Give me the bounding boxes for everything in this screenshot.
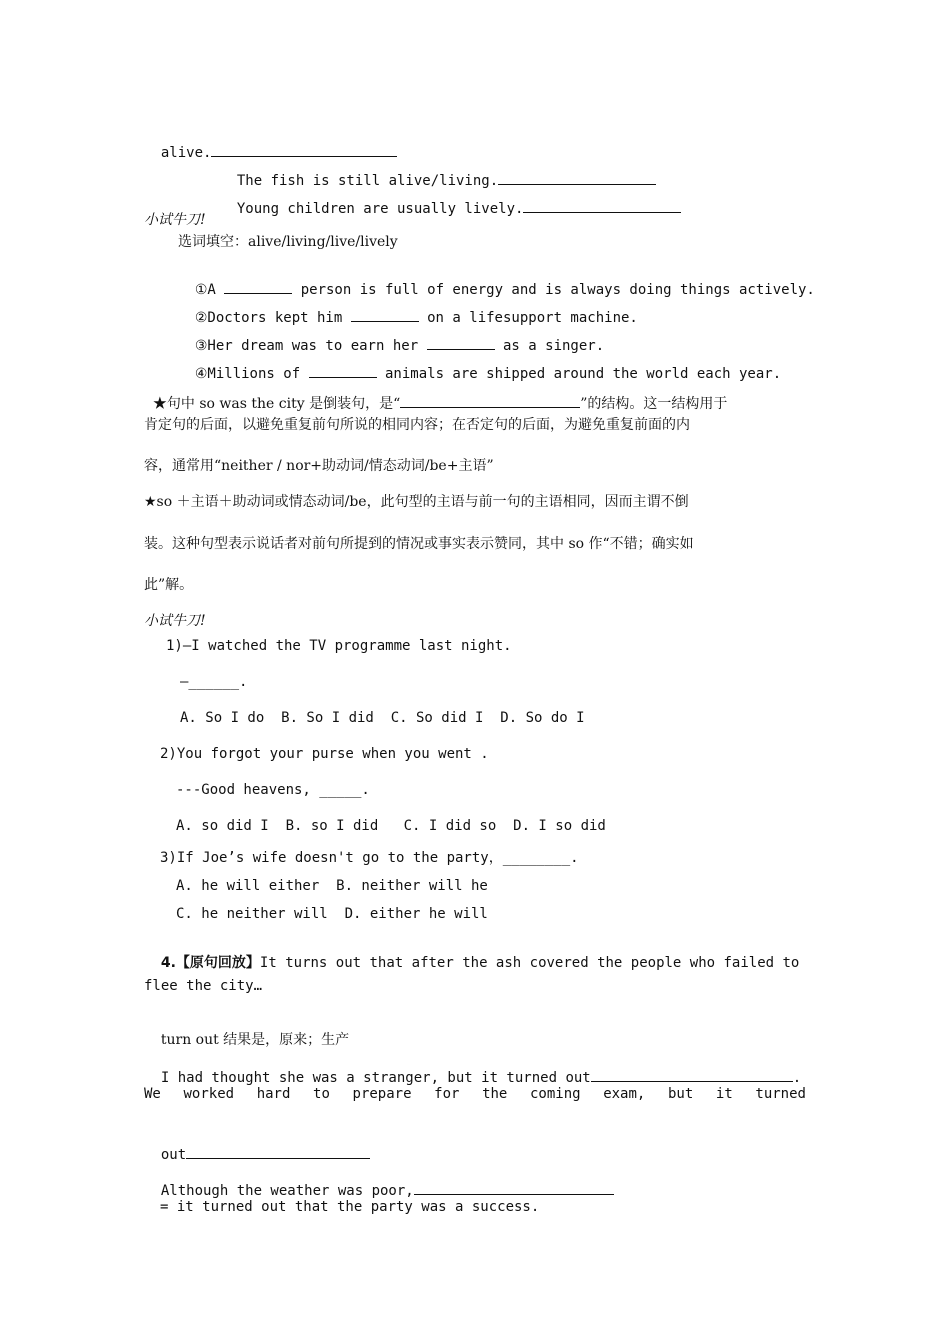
original-sentence-cont: flee the city…: [144, 978, 263, 994]
question-3-options: A. he will either B. neither will he: [176, 878, 488, 894]
item-text: person is full of energy and is always doing things actively.: [292, 282, 815, 298]
answer-blank[interactable]: [414, 1180, 614, 1195]
star-icon: ★: [152, 396, 167, 412]
word: it: [715, 1086, 733, 1102]
word: coming: [530, 1086, 581, 1102]
phrase-meaning: [144, 1013, 349, 1049]
alive-text: alive.: [160, 145, 212, 161]
word: for: [434, 1086, 460, 1102]
sentence-text: It turns out that after the ash covered the people who failed to: [259, 955, 800, 971]
answer-blank[interactable]: [523, 198, 681, 213]
example-4: = it turned out that the party was a success.: [160, 1199, 540, 1215]
item-text: ②Doctors kept him: [194, 310, 351, 326]
question-2: 2)You forgot your purse when you went .: [160, 746, 489, 762]
item-text: as a singer.: [494, 338, 605, 354]
question-2-reply: ---Good heavens, _____.: [176, 782, 370, 798]
item-text: on a lifesupport machine.: [418, 310, 638, 326]
answer-blank[interactable]: [400, 393, 580, 408]
word: but: [667, 1086, 694, 1102]
example-2: [144, 1085, 806, 1103]
note-text: 句中 so was the city 是倒装句，是“: [166, 396, 401, 412]
example-text: out: [160, 1147, 187, 1163]
example-3: [144, 1162, 614, 1200]
word: to: [313, 1086, 330, 1102]
answer-blank[interactable]: [591, 1067, 793, 1082]
fish-text: The fish is still alive/living.: [236, 173, 499, 189]
answer-blank[interactable]: [186, 1144, 370, 1159]
practice-heading: 小试牛刀!: [144, 212, 206, 228]
note-inversion-line3: 容，通常用“neither / nor+助动词/情态动词/be+主语”: [144, 458, 494, 474]
word: exam,: [603, 1086, 646, 1102]
section-number: 4.: [160, 955, 176, 971]
example-text: Although the weather was poor,: [160, 1183, 414, 1199]
note-inversion-line2: 肯定句的后面，以避免重复前句所说的相同内容；在否定句的后面，为避免重复前面的内: [144, 417, 690, 433]
question-1-reply: —______.: [180, 674, 248, 690]
note-text: ”的结构。这一结构用于: [580, 396, 728, 412]
word: hard: [256, 1086, 291, 1102]
word: turned: [755, 1086, 806, 1102]
example-1: [144, 1049, 801, 1087]
item-text: animals are shipped around the world each year.: [376, 366, 782, 382]
children-text: Young children are usually lively.: [236, 201, 524, 217]
meaning-text: turn out 结果是，原来；生产: [160, 1032, 350, 1048]
question-3-options: C. he neither will D. either he will: [176, 906, 488, 922]
example-2-cont: [144, 1126, 370, 1164]
question-1: 1)—I watched the TV programme last night.: [166, 638, 512, 654]
item-text: ④Millions of: [194, 366, 309, 382]
original-sentence: [144, 936, 799, 972]
question-3: 3)If Joe’s wife doesn't go to the party，________.: [160, 850, 579, 866]
note-inversion: [144, 375, 727, 413]
question-2-options: A. so did I B. so I did C. I did so D. I so did: [176, 818, 606, 834]
item-text: ③Her dream was to earn her: [194, 338, 427, 354]
practice-heading: 小试牛刀!: [144, 613, 206, 629]
example-text: I had thought she was a stranger, but it turned out: [160, 1070, 591, 1086]
note-so-subject: ★so ＋主语＋助动词或情态动词/be，此句型的主语与前一句的主语相同，因而主谓不倒: [144, 494, 689, 510]
word: We: [144, 1086, 161, 1102]
note-so-subject-line2: 装。这种句型表示说话者对前句所提到的情况或事实表示赞同，其中 so 作“不错；确实如: [144, 536, 694, 552]
note-so-subject-line3: 此”解。: [144, 577, 194, 593]
children-line: [220, 180, 681, 218]
item-text: ①A: [194, 282, 225, 298]
section-label: 【原句回放】: [175, 955, 260, 971]
question-1-options: A. So I do B. So I did C. So did I D. So do I: [180, 710, 585, 726]
practice-instruction: 选词填空：alive/living/live/lively: [178, 234, 398, 250]
word: worked: [183, 1086, 235, 1102]
example-text: .: [792, 1070, 802, 1086]
word: prepare: [352, 1086, 412, 1102]
word: the: [482, 1086, 508, 1102]
